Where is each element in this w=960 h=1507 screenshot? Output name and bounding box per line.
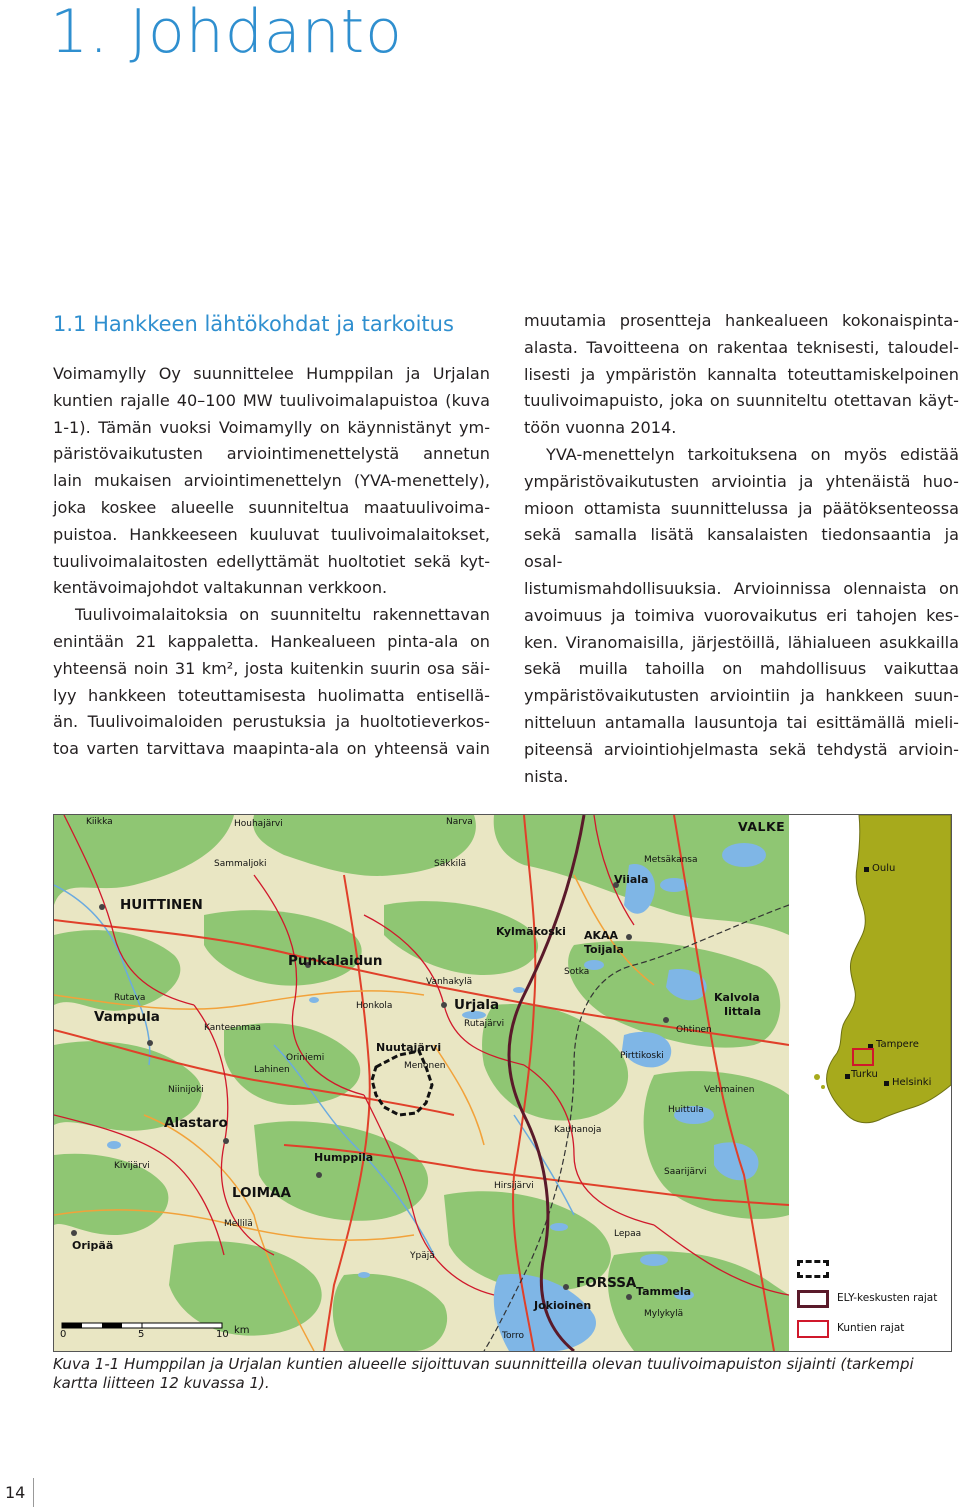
map-label: Oriniemi <box>286 1053 325 1063</box>
text-line: ken. Viranomaisilla, järjestöillä, lähialueen asukkailla <box>524 632 959 652</box>
location-map <box>53 814 952 1352</box>
map-label: Humppila <box>314 1151 374 1164</box>
chapter-title: 1. Johdanto <box>50 0 403 67</box>
map-label: Vanhakylä <box>426 977 473 987</box>
map-label: Ypäjä <box>410 1251 435 1261</box>
map-label: Hirsijärvi <box>494 1181 534 1191</box>
text-line: puistoa. Hankkeeseen kuuluvat tuulivoimalaitokset, <box>53 524 490 544</box>
map-label: Honkola <box>356 1001 393 1011</box>
text-line: sekä samalla lisätä kansalaisten tiedonsaantia ja osal- <box>524 525 959 572</box>
map-label: Kylmäkoski <box>496 925 566 938</box>
right-text-column <box>524 308 959 790</box>
map-label: Vehmainen <box>704 1085 755 1095</box>
section-title: 1.1 Hankkeen lähtökohdat ja tarkoitus <box>53 312 454 336</box>
left-text-column <box>53 361 490 763</box>
map-label: Huittula <box>668 1105 704 1115</box>
text-line: ympäristövaikutusten arviointiin ja hankkeen suun- <box>524 686 959 706</box>
text-line: tuulivoimalaitosten edellyttämät huoltotiet sekä kyt- <box>53 551 490 571</box>
map-label: Kauhanoja <box>554 1125 602 1135</box>
text-line: 1-1). Tämän vuoksi Voimamylly on käynnistänyt ym- <box>53 417 490 437</box>
text-line: listumismahdollisuuksia. Arvioinnissa olennaista on <box>524 578 959 598</box>
text-line: än. Tuulivoimaloiden perustuksia ja huoltotieverkos- <box>53 712 490 732</box>
text-line: sekä muilla tahoilla on mahdollisuus vaikuttaa <box>524 659 959 679</box>
map-label: Rutava <box>114 993 146 1003</box>
text-line: mioon ottamista suunnittelussa ja päätöksenteossa <box>524 498 959 518</box>
map-label: Oripää <box>72 1239 114 1252</box>
legend-swatch <box>797 1260 829 1278</box>
map-label: Säkkilä <box>434 859 467 869</box>
text-line: enintään 21 kappaletta. Hankealueen pinta-ala on <box>53 631 490 651</box>
topographic-map <box>54 815 789 1351</box>
legend-item-ely <box>797 1288 947 1312</box>
map-legend <box>789 1252 951 1351</box>
text-line: yhteensä noin 31 km², josta kuitenkin suurin osa säi- <box>53 658 490 678</box>
inset-city-label: Helsinki <box>892 1077 932 1088</box>
map-label: Nuutajärvi <box>376 1041 442 1054</box>
map-label: Houhajärvi <box>234 819 283 829</box>
map-label: FORSSA <box>576 1275 637 1291</box>
text-line: piteensä arviointiohjelmasta sekä tehdystä arvioin- <box>524 739 959 759</box>
map-label: VALKE <box>738 819 786 834</box>
map-label: Pirttikoski <box>620 1051 664 1061</box>
map-label: Sammaljoki <box>214 859 267 869</box>
text-line: YVA-menettelyn tarkoituksena on myös edistää <box>546 444 959 464</box>
map-label: Metsäkansa <box>644 855 698 865</box>
map-label: Kiikka <box>86 817 113 827</box>
text-line: alasta. Tavoitteena on rakentaa teknisesti, taloudel- <box>524 337 959 357</box>
text-line: ympäristövaikutusten arviointia ja yhtenäistä huo- <box>524 471 959 491</box>
text-line: kuntien rajalle 40–100 MW tuulivoimalapuistoa (kuva <box>53 390 490 410</box>
legend-item-municipal <box>797 1318 947 1342</box>
text-line: kentävoimajohdot valtakunnan verkkoon. <box>53 578 388 598</box>
text-line: nitteluun antamalla lausuntoja tai esittämällä mieli- <box>524 712 959 732</box>
text-line: Voimamylly Oy suunnittelee Humppilan ja Urjalan <box>53 364 490 383</box>
legend-swatch <box>797 1290 829 1308</box>
map-label: Rutajärvi <box>464 1019 505 1029</box>
map-label: HUITTINEN <box>120 897 203 913</box>
map-label: Iittala <box>724 1005 761 1018</box>
map-label: AKAA <box>584 929 619 942</box>
map-label: Punkalaidun <box>288 953 383 969</box>
map-label: Menonen <box>404 1061 446 1071</box>
legend-swatch <box>797 1320 829 1338</box>
text-line: joka koskee alueelle suunniteltua maatuulivoima- <box>53 497 490 517</box>
map-label: Niinijoki <box>168 1085 204 1095</box>
scale-label: 0 <box>60 1329 67 1340</box>
text-line: toa varten tarvittava maapinta-ala on yhteensä vain <box>53 739 490 759</box>
map-label: Kivijärvi <box>114 1161 150 1171</box>
map-label: Alastaro <box>164 1115 228 1131</box>
text-line: tuulivoimapuisto, joka on suunniteltu otettavan käyt- <box>524 391 959 411</box>
map-label: Kanteenmaa <box>204 1023 262 1033</box>
text-line: muutamia prosentteja hankealueen kokonaispinta- <box>524 311 959 330</box>
map-label: Lepaa <box>614 1229 642 1239</box>
scale-label: 5 <box>138 1329 145 1340</box>
figure-caption: Kuva 1-1 Humppilan ja Urjalan kuntien alueelle sijoittuvan suunnitteilla olevan tuulivoimapuiston sijainti (tarkempi kartta liitteen 12 kuvassa 1). <box>53 1355 914 1392</box>
map-label: Narva <box>446 817 473 827</box>
legend-label: ELY-keskusten rajat <box>837 1292 938 1304</box>
inset-city-label: Tampere <box>876 1039 919 1050</box>
legend-label: Kuntien rajat <box>837 1322 905 1334</box>
text-line: Tuulivoimalaitoksia on suunniteltu rakennettavan <box>75 605 490 625</box>
inset-city-label: Oulu <box>872 863 896 874</box>
finland-outline <box>789 815 951 1252</box>
text-line: lisesti ja ympäristön kannalta toteuttamiskelpoinen <box>524 364 959 384</box>
page-number: 14 <box>0 1478 34 1507</box>
scale-label: 10 <box>216 1329 229 1340</box>
text-line: töön vuonna 2014. <box>524 418 677 438</box>
legend-item-project-area <box>797 1258 947 1282</box>
map-label: Mylykylä <box>644 1309 684 1319</box>
text-line: avoimuus ja toimiva vuorovaikutus eri tahojen kes- <box>524 605 959 625</box>
scale-bar <box>62 1323 222 1328</box>
map-label: Urjala <box>454 997 500 1013</box>
text-line: lain mukaisen arviointimenettelyn (YVA-menettely), <box>53 471 490 491</box>
map-label: Tammela <box>636 1285 692 1298</box>
inset-city-label: Turku <box>851 1069 878 1080</box>
text-line: nista. <box>524 766 569 786</box>
map-label: Saarijärvi <box>664 1167 707 1177</box>
text-line: päristövaikutusten arviointimenettelystä annetun <box>53 444 490 464</box>
map-label: Kalvola <box>714 991 760 1004</box>
map-label: Jokioinen <box>534 1299 592 1312</box>
map-label: Vampula <box>94 1009 160 1025</box>
map-label: Sotka <box>564 967 590 977</box>
map-label: Toijala <box>584 943 624 956</box>
map-label: Lahinen <box>254 1065 290 1075</box>
map-label: Torro <box>502 1331 525 1341</box>
scale-label: km <box>234 1325 250 1336</box>
map-label: Viiala <box>614 873 649 886</box>
map-label: Ohtinen <box>676 1025 712 1035</box>
text-line: lyy hankkeen toteuttamisesta huolimatta entisellä- <box>53 685 490 705</box>
map-label: LOIMAA <box>232 1185 291 1201</box>
map-label: Mellilä <box>224 1219 253 1229</box>
